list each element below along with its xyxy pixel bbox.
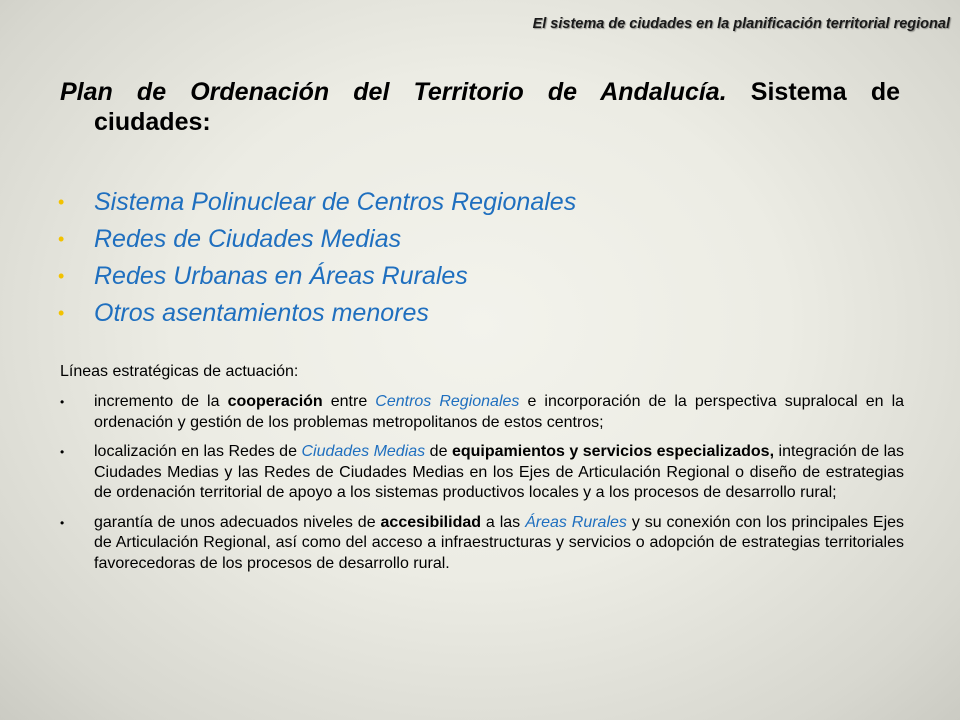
strategic-keyword: accesibilidad bbox=[380, 513, 482, 531]
strategic-text: de bbox=[425, 443, 452, 460]
heading-second-line: ciudades: bbox=[94, 108, 211, 136]
city-system-item bbox=[58, 221, 576, 258]
bullet-icon: • bbox=[58, 229, 65, 249]
strategic-term: Centros Regionales bbox=[375, 393, 520, 410]
strategic-text: incremento de la bbox=[94, 393, 228, 410]
strategic-keyword: equipamientos y servicios especializados, bbox=[451, 443, 775, 460]
bullet-icon: • bbox=[60, 395, 65, 409]
city-system-label: Redes Urbanas en Áreas Rurales bbox=[94, 262, 468, 290]
strategic-line-item bbox=[60, 442, 904, 504]
strategic-term: Ciudades Medias bbox=[301, 443, 426, 460]
strategic-text: integración de las Ciudades Medias y las Redes de Ciudades Medias en los Ejes de Articulación Regional o diseño de estrategias de ordenación territorial de apoyo a los sistemas productivos locales y a los procesos de desarrollo rural; bbox=[94, 443, 905, 501]
city-system-item bbox=[58, 295, 576, 332]
strategic-keyword: cooperación bbox=[227, 393, 323, 410]
strategic-text: e incorporación de la perspectiva supralocal en la ordenación y gestión de los problemas metropolitanos de estos centros; bbox=[94, 393, 905, 431]
heading-plan-name: Plan de Ordenación del Territorio de Andalucía. bbox=[60, 78, 727, 106]
city-system-label: Sistema Polinuclear de Centros Regionales bbox=[94, 188, 577, 216]
strategic-lines-list bbox=[60, 392, 904, 583]
city-system-label: Otros asentamientos menores bbox=[94, 299, 429, 327]
strategic-term: Áreas Rurales bbox=[525, 513, 627, 531]
bullet-icon: • bbox=[58, 192, 65, 212]
city-system-item bbox=[58, 258, 576, 295]
slide-heading bbox=[60, 77, 900, 107]
bullet-icon: • bbox=[60, 515, 65, 530]
heading-topic: Sistema de bbox=[750, 78, 900, 106]
city-system-item bbox=[58, 184, 576, 221]
strategic-text: a las bbox=[481, 513, 526, 531]
bullet-icon: • bbox=[58, 266, 65, 286]
city-system-label: Redes de Ciudades Medias bbox=[94, 225, 402, 253]
header-title: El sistema de ciudades en la planificación territorial regional bbox=[532, 16, 950, 32]
city-systems-list bbox=[58, 184, 576, 332]
bullet-icon: • bbox=[58, 303, 65, 323]
strategic-lines-title: Líneas estratégicas de actuación: bbox=[60, 363, 299, 380]
strategic-text: garantía de unos adecuados niveles de bbox=[94, 513, 381, 531]
strategic-line-item bbox=[60, 392, 904, 433]
strategic-text: entre bbox=[322, 393, 376, 410]
strategic-text: localización en las Redes de bbox=[94, 443, 302, 460]
strategic-text: y su conexión con los principales Ejes de Articulación Regional, así como del acceso a infraestructuras y servicios o adopción de estrategias territoriales favorecedoras de los procesos de desarrollo rural. bbox=[94, 513, 905, 572]
strategic-line-item bbox=[60, 513, 904, 575]
bullet-icon: • bbox=[60, 445, 65, 459]
